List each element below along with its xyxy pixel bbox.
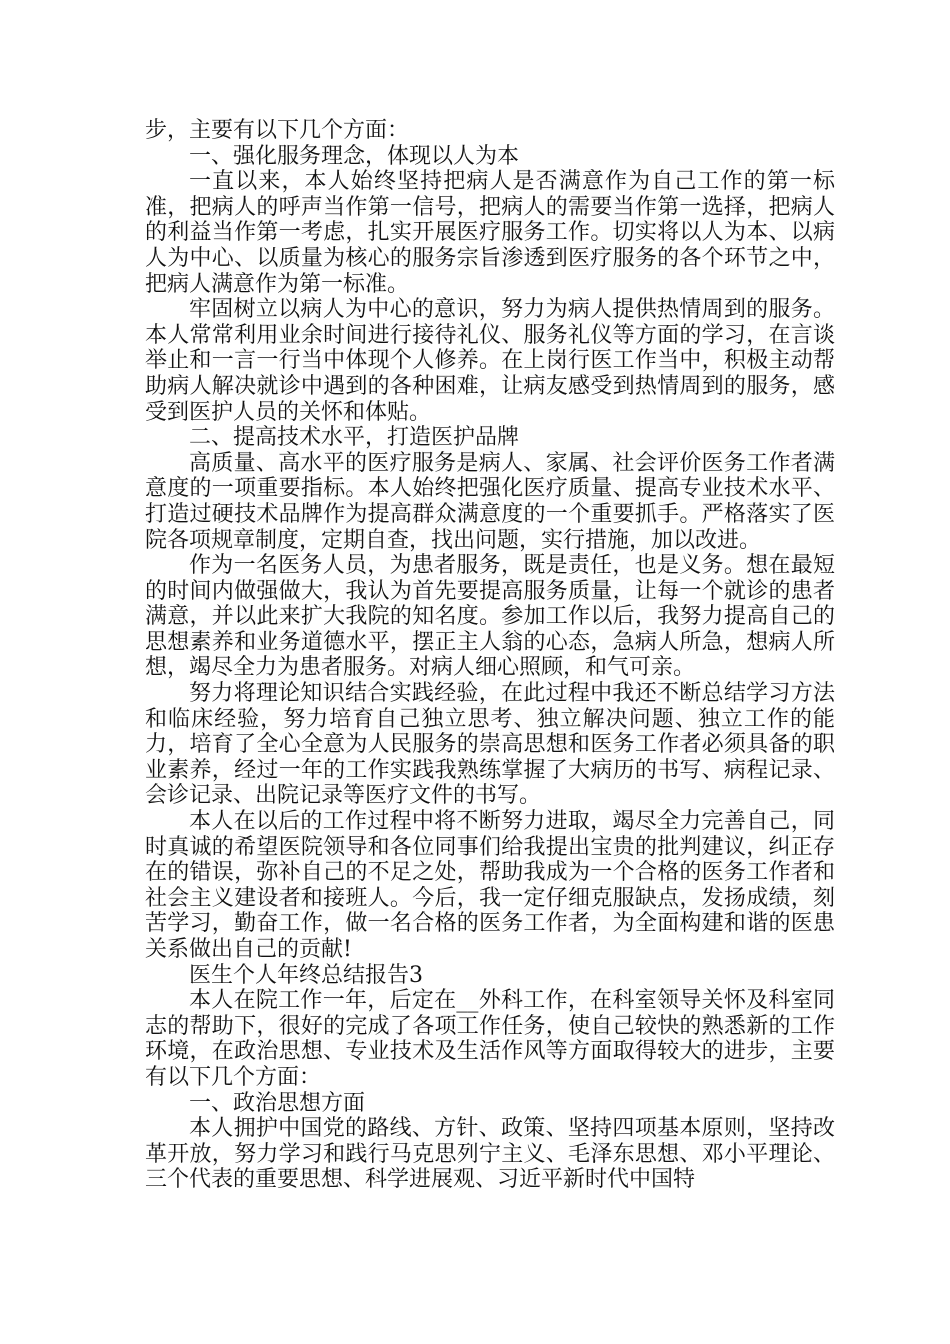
paragraph-body: 牢固树立以病人为中心的意识，努力为病人提供热情周到的服务。本人常常利用业余时间进行接待礼仪、服务礼仪等方面的学习，在言谈举止和一言一行当中体现个人修养。在上岗行医工作当中，积极主动帮助病人解决就诊中遇到的各种困难，让病友感受到热情周到的服务，感受到医护人员的关怀和体贴。 xyxy=(145,297,835,425)
paragraph-body: 一直以来，本人始终坚持把病人是否满意作为自己工作的第一标准，把病人的呼声当作第一信号，把病人的需要当作第一选择，把病人的利益当作第一考虑，扎实开展医疗服务工作。切实将以人为本、以病人为中心、以质量为核心的服务宗旨渗透到医疗服务的各个环节之中，把病人满意作为第一标准。 xyxy=(145,169,835,297)
paragraph-body: 本人拥护中国党的路线、方针、政策、坚持四项基本原则，坚持改革开放，努力学习和践行马克思列宁主义、毛泽东思想、邓小平理论、三个代表的重要思想、科学进展观、习近平新时代中国特 xyxy=(145,1116,835,1193)
paragraph-body: 努力将理论知识结合实践经验，在此过程中我还不断总结学习方法和临床经验，努力培育自己独立思考、独立解决问题、独立工作的能力，培育了全心全意为人民服务的崇高思想和医务工作者必须具备的职业素养，经过一年的工作实践我熟练掌握了大病历的书写、病程记录、会诊记录、出院记录等医疗文件的书写。 xyxy=(145,681,835,809)
paragraph-body: 作为一名医务人员，为患者服务，既是责任，也是义务。想在最短的时间内做强做大，我认为首先要提高服务质量，让每一个就诊的患者满意，并以此来扩大我院的知名度。参加工作以后，我努力提高自己的思想素养和业务道德水平，摆正主人翁的心态，急病人所急，想病人所想，竭尽全力为患者服务。对病人细心照顾，和气可亲。 xyxy=(145,553,835,681)
document-page xyxy=(145,118,835,1193)
section-heading-technology: 二、提高技术水平，打造医护品牌 xyxy=(189,425,520,451)
paragraph-body: 本人在以后的工作过程中将不断努力进取，竭尽全力完善自己，同时真诚的希望医院领导和各位同事们给我提出宝贵的批判建议，纠正存在的错误，弥补自己的不足之处，帮助我成为一个合格的医务工作者和社会主义建设者和接班人。今后，我一定仔细克服缺点，发扬成绩，刻苦学习，勤奋工作，做一名合格的医务工作者，为全面构建和谐的医患关系做出自己的贡献! xyxy=(145,809,835,962)
paragraph-body: 高质量、高水平的医疗服务是病人、家属、社会评价医务工作者满意度的一项重要指标。本人始终把强化医疗质量、提高专业技术水平、打造过硬技术品牌作为提高群众满意度的一个重要抓手。严格落实了医院各项规章制度，定期自查，找出问题，实行措施，加以改进。 xyxy=(145,450,835,553)
report-title: 医生个人年终总结报告3 xyxy=(189,962,423,988)
paragraph-continuation: 步，主要有以下几个方面： xyxy=(145,118,410,143)
section-heading-service: 一、强化服务理念，体现以人为本 xyxy=(189,143,520,169)
section-heading-politics: 一、政治思想方面 xyxy=(189,1090,366,1116)
paragraph-body: 本人在院工作一年，后定在__外科工作，在科室领导关怀及科室同志的帮助下，很好的完成了各项工作任务，使自己较快的熟悉新的工作环境，在政治思想、专业技术及生活作风等方面取得较大的进步，主要有以下几个方面： xyxy=(145,988,835,1090)
